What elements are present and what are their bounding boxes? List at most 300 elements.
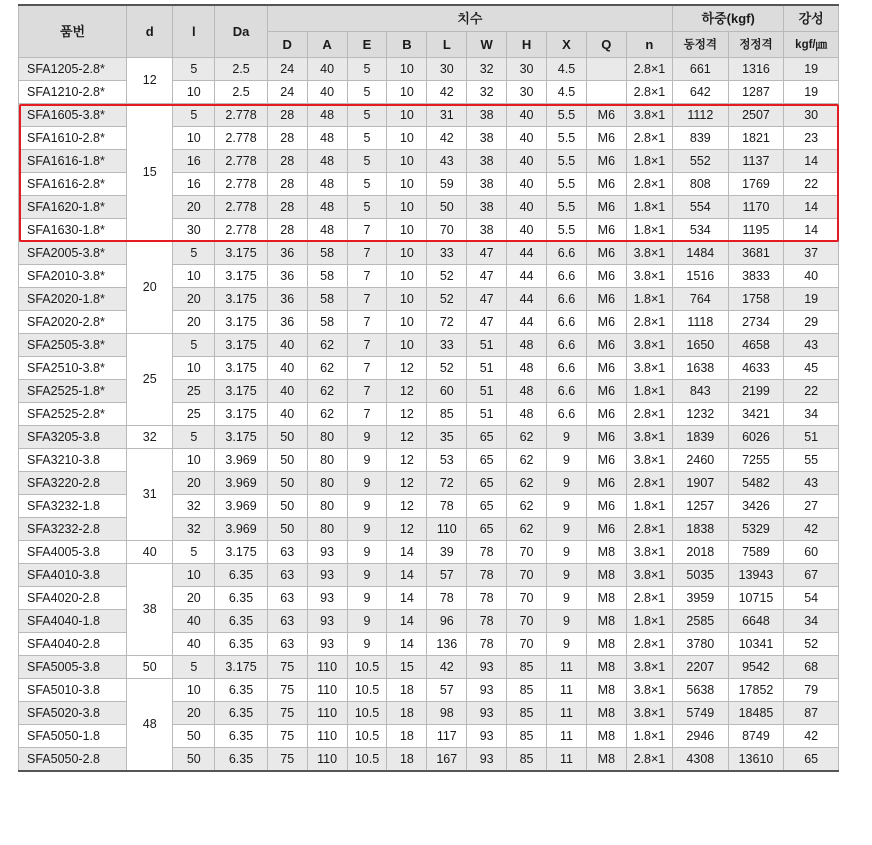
cell-W: 51: [467, 357, 507, 380]
ball-screw-spec-table: [18, 4, 839, 772]
cell-static: 6026: [728, 426, 784, 449]
cell-part-no: SFA1605-3.8*: [19, 104, 127, 127]
cell-X: 6.6: [547, 403, 587, 426]
cell-l: 50: [173, 725, 215, 748]
header-dim-E: E: [347, 32, 387, 58]
cell-A: 48: [307, 219, 347, 242]
cell-A: 62: [307, 380, 347, 403]
table-row: [19, 679, 839, 702]
cell-A: 48: [307, 173, 347, 196]
cell-E: 10.5: [347, 748, 387, 772]
cell-X: 4.5: [547, 81, 587, 104]
cell-W: 65: [467, 426, 507, 449]
cell-part-no: SFA3210-3.8: [19, 449, 127, 472]
cell-W: 38: [467, 104, 507, 127]
cell-l: 32: [173, 495, 215, 518]
cell-da: 2.5: [215, 58, 267, 81]
cell-static: 1287: [728, 81, 784, 104]
cell-stiffness: 14: [784, 219, 839, 242]
cell-Q: M6: [586, 311, 626, 334]
cell-L: 52: [427, 357, 467, 380]
cell-E: 9: [347, 472, 387, 495]
cell-W: 38: [467, 127, 507, 150]
cell-W: 32: [467, 58, 507, 81]
header-dim-B: B: [387, 32, 427, 58]
cell-E: 5: [347, 104, 387, 127]
cell-l: 5: [173, 426, 215, 449]
cell-d: 15: [127, 104, 173, 242]
cell-n: 1.8×1: [626, 196, 672, 219]
cell-A: 80: [307, 518, 347, 541]
cell-part-no: SFA2020-2.8*: [19, 311, 127, 334]
table-row: [19, 242, 839, 265]
cell-n: 3.8×1: [626, 541, 672, 564]
cell-da: 6.35: [215, 679, 267, 702]
cell-l: 16: [173, 173, 215, 196]
cell-W: 93: [467, 702, 507, 725]
cell-A: 48: [307, 150, 347, 173]
cell-dynamic: 2946: [673, 725, 729, 748]
cell-Q: M6: [586, 380, 626, 403]
cell-d: 50: [127, 656, 173, 679]
cell-n: 2.8×1: [626, 518, 672, 541]
cell-X: 6.6: [547, 288, 587, 311]
cell-dynamic: 808: [673, 173, 729, 196]
cell-dynamic: 2460: [673, 449, 729, 472]
cell-L: 30: [427, 58, 467, 81]
cell-part-no: SFA2525-2.8*: [19, 403, 127, 426]
cell-l: 10: [173, 127, 215, 150]
header-dim-Q: Q: [586, 32, 626, 58]
cell-dynamic: 1638: [673, 357, 729, 380]
cell-static: 1758: [728, 288, 784, 311]
cell-part-no: SFA2010-3.8*: [19, 265, 127, 288]
cell-H: 44: [507, 311, 547, 334]
cell-W: 93: [467, 748, 507, 772]
cell-X: 9: [547, 541, 587, 564]
cell-stiffness: 79: [784, 679, 839, 702]
cell-Q: M6: [586, 403, 626, 426]
cell-D: 40: [267, 403, 307, 426]
cell-B: 10: [387, 334, 427, 357]
cell-d: 31: [127, 449, 173, 541]
cell-H: 62: [507, 426, 547, 449]
cell-dynamic: 1907: [673, 472, 729, 495]
cell-d: 25: [127, 334, 173, 426]
header-dim-H: H: [507, 32, 547, 58]
cell-n: 1.8×1: [626, 150, 672, 173]
cell-A: 93: [307, 633, 347, 656]
cell-n: 2.8×1: [626, 81, 672, 104]
cell-static: 18485: [728, 702, 784, 725]
cell-E: 10.5: [347, 656, 387, 679]
cell-W: 51: [467, 380, 507, 403]
table-row: [19, 58, 839, 81]
cell-static: 4633: [728, 357, 784, 380]
cell-B: 10: [387, 173, 427, 196]
cell-d: 20: [127, 242, 173, 334]
cell-stiffness: 45: [784, 357, 839, 380]
cell-dynamic: 1484: [673, 242, 729, 265]
cell-D: 75: [267, 702, 307, 725]
header-da: Da: [215, 5, 267, 58]
cell-da: 6.35: [215, 702, 267, 725]
cell-da: 2.778: [215, 104, 267, 127]
header-l: l: [173, 5, 215, 58]
cell-l: 10: [173, 357, 215, 380]
cell-dynamic: 552: [673, 150, 729, 173]
cell-l: 50: [173, 748, 215, 772]
cell-n: 3.8×1: [626, 242, 672, 265]
cell-L: 52: [427, 265, 467, 288]
cell-W: 51: [467, 403, 507, 426]
cell-D: 36: [267, 311, 307, 334]
cell-da: 6.35: [215, 725, 267, 748]
header-stiffness: 강성: [784, 5, 839, 32]
cell-da: 2.5: [215, 81, 267, 104]
cell-dynamic: 1112: [673, 104, 729, 127]
cell-Q: M6: [586, 357, 626, 380]
cell-stiffness: 37: [784, 242, 839, 265]
cell-l: 5: [173, 104, 215, 127]
cell-A: 58: [307, 265, 347, 288]
cell-L: 43: [427, 150, 467, 173]
cell-W: 78: [467, 610, 507, 633]
cell-part-no: SFA3232-2.8: [19, 518, 127, 541]
cell-W: 65: [467, 449, 507, 472]
cell-part-no: SFA2505-3.8*: [19, 334, 127, 357]
cell-H: 85: [507, 702, 547, 725]
cell-dynamic: 554: [673, 196, 729, 219]
table-row: [19, 334, 839, 357]
cell-L: 96: [427, 610, 467, 633]
cell-B: 12: [387, 357, 427, 380]
cell-l: 40: [173, 610, 215, 633]
cell-E: 5: [347, 58, 387, 81]
cell-B: 18: [387, 679, 427, 702]
cell-D: 28: [267, 219, 307, 242]
cell-B: 14: [387, 587, 427, 610]
cell-Q: M8: [586, 679, 626, 702]
cell-dynamic: 1838: [673, 518, 729, 541]
table-row: [19, 104, 839, 127]
cell-A: 93: [307, 541, 347, 564]
cell-W: 93: [467, 656, 507, 679]
cell-da: 2.778: [215, 173, 267, 196]
cell-A: 110: [307, 725, 347, 748]
cell-W: 78: [467, 541, 507, 564]
cell-static: 17852: [728, 679, 784, 702]
cell-stiffness: 87: [784, 702, 839, 725]
cell-E: 5: [347, 173, 387, 196]
cell-part-no: SFA4040-1.8: [19, 610, 127, 633]
cell-E: 9: [347, 564, 387, 587]
cell-E: 7: [347, 380, 387, 403]
cell-n: 2.8×1: [626, 587, 672, 610]
cell-part-no: SFA3205-3.8: [19, 426, 127, 449]
cell-static: 6648: [728, 610, 784, 633]
cell-H: 40: [507, 127, 547, 150]
cell-da: 3.175: [215, 265, 267, 288]
cell-H: 85: [507, 748, 547, 772]
cell-stiffness: 34: [784, 403, 839, 426]
cell-l: 25: [173, 403, 215, 426]
cell-static: 8749: [728, 725, 784, 748]
spec-table-container: [18, 4, 839, 772]
header-dim-n: n: [626, 32, 672, 58]
cell-L: 167: [427, 748, 467, 772]
cell-Q: M6: [586, 472, 626, 495]
cell-X: 6.6: [547, 357, 587, 380]
cell-stiffness: 19: [784, 288, 839, 311]
cell-l: 20: [173, 472, 215, 495]
cell-l: 25: [173, 380, 215, 403]
cell-D: 40: [267, 357, 307, 380]
cell-static: 1137: [728, 150, 784, 173]
cell-Q: M6: [586, 334, 626, 357]
header-stiffness-unit: kgf/㎛: [784, 32, 839, 58]
cell-E: 9: [347, 449, 387, 472]
cell-l: 5: [173, 58, 215, 81]
cell-Q: M6: [586, 518, 626, 541]
cell-dynamic: 764: [673, 288, 729, 311]
cell-Q: M8: [586, 656, 626, 679]
cell-static: 1170: [728, 196, 784, 219]
cell-H: 40: [507, 196, 547, 219]
cell-part-no: SFA1616-2.8*: [19, 173, 127, 196]
cell-n: 3.8×1: [626, 702, 672, 725]
cell-X: 11: [547, 725, 587, 748]
cell-l: 32: [173, 518, 215, 541]
cell-W: 47: [467, 288, 507, 311]
cell-da: 3.175: [215, 541, 267, 564]
cell-Q: M6: [586, 150, 626, 173]
cell-dynamic: 1650: [673, 334, 729, 357]
cell-L: 39: [427, 541, 467, 564]
cell-n: 1.8×1: [626, 495, 672, 518]
cell-B: 12: [387, 403, 427, 426]
cell-H: 30: [507, 58, 547, 81]
cell-A: 40: [307, 81, 347, 104]
cell-A: 58: [307, 311, 347, 334]
cell-static: 4658: [728, 334, 784, 357]
cell-dynamic: 1257: [673, 495, 729, 518]
cell-da: 2.778: [215, 219, 267, 242]
cell-static: 2199: [728, 380, 784, 403]
cell-D: 50: [267, 472, 307, 495]
header-dynamic-load: 동정격: [673, 32, 729, 58]
cell-A: 93: [307, 587, 347, 610]
cell-stiffness: 19: [784, 81, 839, 104]
cell-D: 63: [267, 587, 307, 610]
cell-W: 38: [467, 173, 507, 196]
cell-B: 15: [387, 656, 427, 679]
cell-E: 7: [347, 265, 387, 288]
cell-dynamic: 3959: [673, 587, 729, 610]
cell-H: 30: [507, 81, 547, 104]
cell-A: 48: [307, 196, 347, 219]
cell-B: 12: [387, 518, 427, 541]
header-load: 하중(kgf): [673, 5, 784, 32]
cell-X: 9: [547, 426, 587, 449]
cell-Q: [586, 81, 626, 104]
cell-stiffness: 55: [784, 449, 839, 472]
cell-B: 10: [387, 311, 427, 334]
cell-n: 2.8×1: [626, 58, 672, 81]
cell-H: 85: [507, 679, 547, 702]
cell-W: 78: [467, 587, 507, 610]
cell-da: 3.969: [215, 472, 267, 495]
table-row: [19, 426, 839, 449]
cell-X: 9: [547, 518, 587, 541]
cell-W: 38: [467, 196, 507, 219]
cell-X: 11: [547, 656, 587, 679]
cell-L: 60: [427, 380, 467, 403]
cell-da: 6.35: [215, 633, 267, 656]
cell-da: 2.778: [215, 127, 267, 150]
cell-stiffness: 43: [784, 472, 839, 495]
cell-X: 9: [547, 495, 587, 518]
cell-W: 65: [467, 518, 507, 541]
header-dim-A: A: [307, 32, 347, 58]
cell-da: 3.969: [215, 518, 267, 541]
cell-A: 80: [307, 472, 347, 495]
cell-l: 20: [173, 196, 215, 219]
cell-D: 28: [267, 173, 307, 196]
cell-L: 53: [427, 449, 467, 472]
cell-stiffness: 23: [784, 127, 839, 150]
cell-n: 2.8×1: [626, 403, 672, 426]
cell-L: 136: [427, 633, 467, 656]
cell-l: 5: [173, 242, 215, 265]
header-static-load: 정정격: [728, 32, 784, 58]
cell-l: 30: [173, 219, 215, 242]
cell-E: 7: [347, 288, 387, 311]
cell-B: 12: [387, 449, 427, 472]
cell-X: 6.6: [547, 242, 587, 265]
cell-B: 10: [387, 127, 427, 150]
table-row: [19, 449, 839, 472]
cell-n: 3.8×1: [626, 679, 672, 702]
cell-n: 3.8×1: [626, 334, 672, 357]
cell-part-no: SFA1205-2.8*: [19, 58, 127, 81]
cell-Q: M8: [586, 748, 626, 772]
cell-E: 10.5: [347, 679, 387, 702]
cell-stiffness: 29: [784, 311, 839, 334]
cell-da: 3.175: [215, 288, 267, 311]
cell-E: 7: [347, 242, 387, 265]
cell-part-no: SFA3232-1.8: [19, 495, 127, 518]
cell-stiffness: 68: [784, 656, 839, 679]
cell-A: 48: [307, 127, 347, 150]
cell-D: 36: [267, 265, 307, 288]
cell-W: 65: [467, 495, 507, 518]
cell-D: 50: [267, 518, 307, 541]
cell-d: 12: [127, 58, 173, 104]
cell-Q: [586, 58, 626, 81]
cell-dynamic: 1839: [673, 426, 729, 449]
cell-part-no: SFA3220-2.8: [19, 472, 127, 495]
cell-static: 13943: [728, 564, 784, 587]
cell-Q: M6: [586, 242, 626, 265]
cell-da: 3.175: [215, 380, 267, 403]
cell-X: 6.6: [547, 380, 587, 403]
cell-static: 5329: [728, 518, 784, 541]
cell-n: 2.8×1: [626, 311, 672, 334]
cell-W: 78: [467, 633, 507, 656]
cell-stiffness: 51: [784, 426, 839, 449]
cell-D: 63: [267, 610, 307, 633]
cell-E: 7: [347, 403, 387, 426]
cell-n: 3.8×1: [626, 449, 672, 472]
cell-Q: M8: [586, 541, 626, 564]
cell-n: 3.8×1: [626, 656, 672, 679]
cell-d: 32: [127, 426, 173, 449]
cell-L: 117: [427, 725, 467, 748]
cell-H: 40: [507, 173, 547, 196]
cell-part-no: SFA5050-2.8: [19, 748, 127, 772]
cell-A: 58: [307, 242, 347, 265]
cell-dynamic: 5035: [673, 564, 729, 587]
cell-B: 10: [387, 265, 427, 288]
cell-H: 70: [507, 633, 547, 656]
cell-X: 11: [547, 702, 587, 725]
cell-n: 3.8×1: [626, 564, 672, 587]
cell-Q: M6: [586, 196, 626, 219]
cell-static: 1821: [728, 127, 784, 150]
cell-E: 7: [347, 357, 387, 380]
cell-E: 5: [347, 127, 387, 150]
cell-A: 110: [307, 679, 347, 702]
cell-n: 2.8×1: [626, 127, 672, 150]
cell-D: 50: [267, 449, 307, 472]
cell-H: 40: [507, 219, 547, 242]
cell-static: 3681: [728, 242, 784, 265]
cell-H: 48: [507, 334, 547, 357]
cell-Q: M6: [586, 288, 626, 311]
cell-E: 10.5: [347, 725, 387, 748]
cell-H: 40: [507, 104, 547, 127]
cell-Q: M6: [586, 173, 626, 196]
cell-Q: M6: [586, 127, 626, 150]
cell-H: 48: [507, 403, 547, 426]
cell-dynamic: 843: [673, 380, 729, 403]
header-d: d: [127, 5, 173, 58]
cell-dynamic: 1516: [673, 265, 729, 288]
cell-D: 50: [267, 495, 307, 518]
cell-stiffness: 14: [784, 150, 839, 173]
cell-L: 42: [427, 127, 467, 150]
cell-B: 10: [387, 242, 427, 265]
cell-D: 24: [267, 58, 307, 81]
cell-dynamic: 3780: [673, 633, 729, 656]
cell-L: 78: [427, 495, 467, 518]
cell-l: 20: [173, 702, 215, 725]
cell-L: 57: [427, 679, 467, 702]
cell-B: 12: [387, 472, 427, 495]
cell-W: 93: [467, 679, 507, 702]
cell-A: 80: [307, 495, 347, 518]
cell-L: 72: [427, 472, 467, 495]
cell-L: 31: [427, 104, 467, 127]
cell-l: 5: [173, 541, 215, 564]
cell-stiffness: 54: [784, 587, 839, 610]
cell-L: 98: [427, 702, 467, 725]
cell-part-no: SFA5005-3.8: [19, 656, 127, 679]
cell-B: 10: [387, 104, 427, 127]
cell-da: 3.175: [215, 403, 267, 426]
cell-H: 62: [507, 495, 547, 518]
